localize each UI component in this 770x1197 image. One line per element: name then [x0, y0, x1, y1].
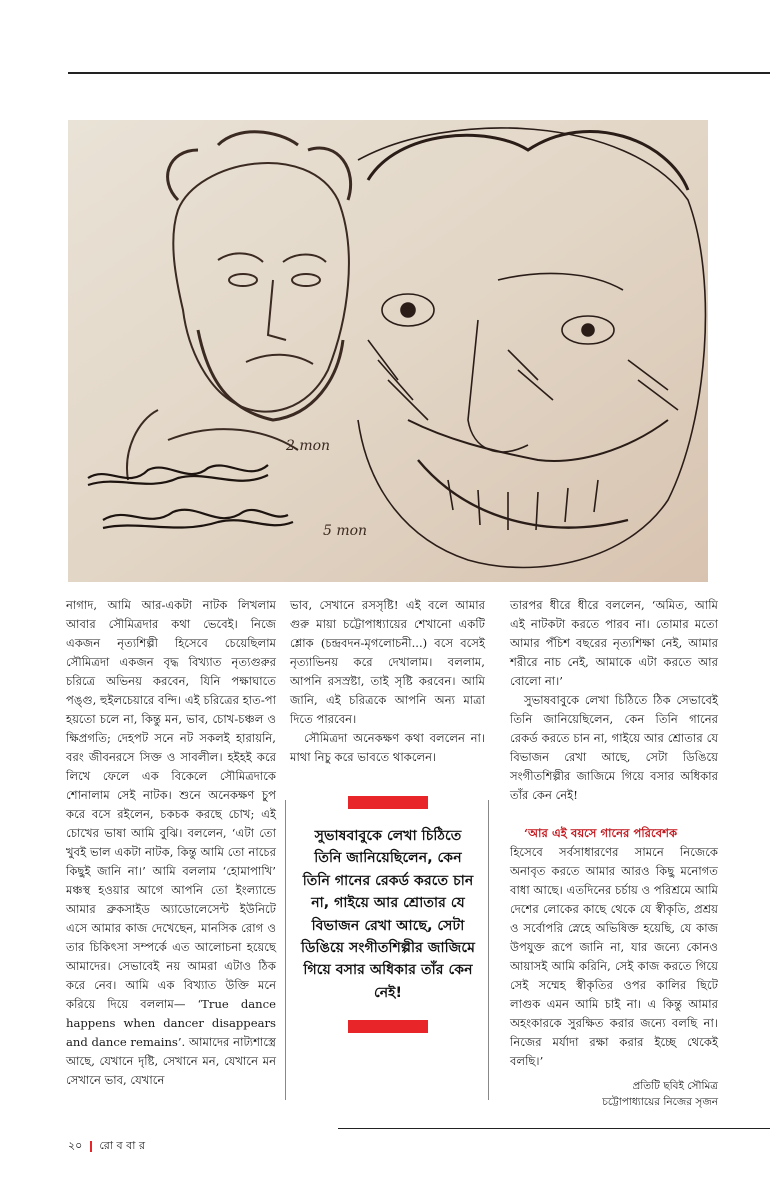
column-divider	[285, 800, 286, 1100]
body-paragraph: তারপর ধীরে ধীরে বললেন, ‘অমিত, আমি এই নাটকটা করতে পারব না। তোমার মতো আমার পঁচিশ বছরের নৃত্যশিক্ষা নেই, আমার শরীরে নাচ নেই, আমাকে এটা করতে আর বোলো না।’	[510, 598, 722, 688]
top-rule	[68, 72, 770, 74]
page-footer	[68, 1137, 145, 1156]
body-column-1	[66, 596, 280, 1090]
body-column-3	[510, 596, 722, 1071]
pull-quote-bottom-bar	[348, 1020, 428, 1033]
magazine-name: রো ব বা র	[99, 1139, 145, 1152]
body-paragraph: হিসেবে সর্বসাধারণের সামনে নিজেকে অনাবৃত করতে আমার আরও কিছু মনোগত বাধা আছে। এতদিনের চর্চায় ও পরিশ্রমে আমি দেশের লোকের কাছে থেকে যে স্বীকৃতি, প্রশ্রয় ও সর্বোপরি স্নেহে অভিষিক্ত হয়েছি, যে কাজ উপযুক্ত রূপে জানি না, যার জন্যে কোনও আয়াসই আমি করিনি, সেই কাজ করতে গিয়ে সেই সম্মেহ স্বীকৃতির ওপর কালির ছিটে লাগুক এমন আমি চাই না। এ কিন্তু আমার অহংকারকে সুরক্ষিত করার জন্যে বলছি না। নিজের মর্যাদা রক্ষা করার ইচ্ছে থেকেই বলছি।’	[510, 845, 722, 1068]
caption-line: প্রতিটি ছবিই সৌমিত্র	[632, 1080, 718, 1092]
pull-quote-text: সুভাষবাবুকে লেখা চিঠিতে তিনি জানিয়েছিলেন, কেন তিনি গানের রেকর্ড করতে চান না, গাইয়ে আর শ্রোতার যে বিভাজন রেখা আছে, সেটা ডিঙিয়ে সংগীতশিল্পীর জাজিমে গিয়ে বসার অধিকার তাঁর কেন নেই!	[301, 828, 480, 1001]
body-paragraph: সুভাষবাবুকে লেখা চিঠিতে ঠিক সেভাবেই তিনি জানিয়েছিলেন, কেন তিনি গানের রেকর্ড করতে চান না, গাইয়ে আর শ্রোতার যে বিভাজন রেখা আছে, সেটা ডিঙিয়ে সংগীতশিল্পীর জাজিমে গিয়ে বসার অধিকার তাঁর কেন নেই!	[510, 693, 722, 802]
sketch-note-5mon: 5 mon	[323, 523, 368, 539]
pull-quote	[300, 796, 480, 1033]
column-divider	[488, 800, 489, 1100]
image-caption	[538, 1078, 718, 1110]
sketch-illustration	[68, 120, 708, 582]
body-paragraph: সৌমিত্রদা অনেকক্ষণ কথা বললেন না। মাথা নিচু করে ভাবতে থাকলেন।	[290, 731, 489, 764]
body-paragraph: নাগাদ, আমি আর-একটা নাটক লিখলাম আবার সৌমিত্রদার কথা ভেবেই। নিজে একজন নৃত্যশিল্পী হিসেবে চেয়েছিলাম সৌমিত্রদা একজন বৃদ্ধ বিখ্যাত নৃত্যগুরুর চরিত্রে অভিনয় করবেন, যিনি পক্ষাঘাতে পঙ্গু, হুইলচেয়ারে বন্দি। এই চরিত্রের হাত-পা হয়তো চলে না, কিন্তু মন, ভাব, চোখ-চঞ্চল ও ক্ষিপ্রগতি; দেহপট সনে নট সকলই হারায়নি, বরং জীবনরসে সিক্ত ও সাবলীল। হইহই করে লিখে ফেলে এক বিকেলে সৌমিত্রদাকে শোনালাম সেই নাটক। শুনে অনেকক্ষণ চুপ করে বসে রইলেন, চকচক করছে চোখ; এই চোখের ভাষা আমি বুঝি। বললেন, ‘এটা তো খুবই ভাল একটা নাটক, কিন্তু আমি তো নাচের কিছুই জানি না।’ আমি বললাম ‘হোমাপাখি’ মঞ্চস্থ হওয়ার আগে আপনি তো ইংল্যান্ডে আমার ব্রুকসাইড অ্যাডোলেসেন্ট ইউনিটে এসে আমার কাজ দেখেছেন, মানসিক রোগ ও তার চিকিৎসা সম্পর্কে এত আলোচনা হয়েছে আমাদের। সেভাবেই নয় আমরা এটাও ঠিক করে নেব। আমি এক বিখ্যাত উক্তি মনে করিয়ে দিয়ে বললাম— ‘True dance happens when dancer disappears and dance remains’. আমাদের নাট্যশাস্ত্রে আছে, যেখানে দৃষ্টি, সেখানে মন, যেখানে মন সেখানে ভাব, যেখানে	[66, 598, 280, 1087]
sketch-note-2mon: 2 mon	[286, 438, 331, 454]
footer-separator	[90, 1141, 92, 1152]
page-number: ২০	[68, 1139, 83, 1152]
pull-quote-top-bar	[348, 796, 428, 809]
subhead: ‘আর এই বয়সে গানের পরিবেশক	[524, 826, 678, 840]
caption-line: চট্টোপাধ্যায়ের নিজের সৃজন	[602, 1096, 718, 1108]
body-column-2	[290, 596, 489, 767]
body-paragraph: ভাব, সেখানে রসসৃষ্টি! এই বলে আমার গুরু মায়া চট্টোপাধ্যায়ের শেখানো একটি শ্লোক (চন্দ্রবদন-মৃগলোচনী...) বসে বসেই নৃত্যাভিনয় করে দেখালাম। বললাম, আপনি রসস্রষ্টা, তাই সৃষ্টি করবেন। আমি জানি, এই চরিত্রকে আপনি অন্য মাত্রা দিতে পারবেন।	[290, 598, 489, 726]
bottom-rule	[338, 1128, 770, 1129]
